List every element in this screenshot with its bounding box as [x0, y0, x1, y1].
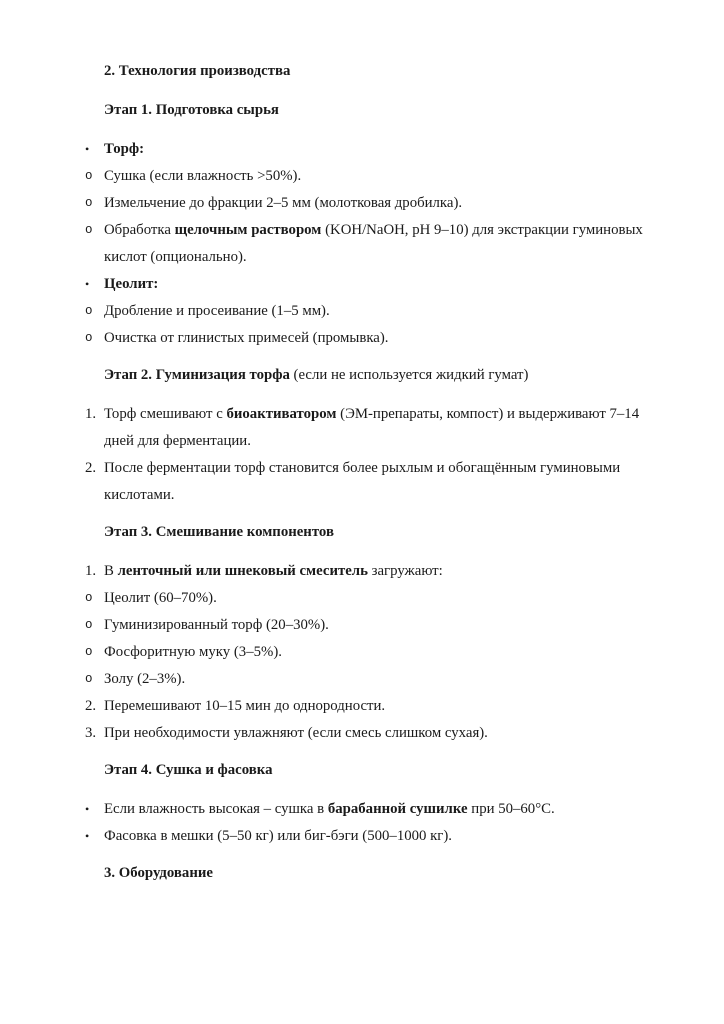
- bullet-marker: •: [85, 142, 90, 156]
- text-run: Фасовка в мешки (5–50 кг) или биг-бэги (500–1000 кг).: [104, 828, 452, 844]
- text-run: Торф:: [104, 141, 144, 157]
- text-run: биоактиватором: [226, 406, 337, 422]
- list-item-text: [104, 217, 654, 271]
- circle-marker: o: [85, 304, 93, 318]
- list-item: [85, 190, 654, 217]
- circle-marker: o: [85, 645, 93, 659]
- list-item: [85, 823, 654, 850]
- circle-marker: o: [85, 223, 93, 237]
- circle-marker: o: [85, 591, 93, 605]
- text-run: Торф смешивают с: [104, 406, 227, 422]
- text-run: Гуминизированный торф (20–30%).: [104, 617, 329, 633]
- list-item: [85, 217, 654, 271]
- text-run: ленточный или шнековый смеситель: [117, 563, 368, 579]
- list-item: [85, 693, 654, 720]
- heading: [104, 860, 654, 887]
- heading: [104, 519, 654, 546]
- bullet-marker: •: [85, 829, 90, 843]
- text-run: Обработка: [104, 222, 175, 238]
- list-item-text: [104, 693, 654, 720]
- number-marker: 1.: [85, 406, 97, 422]
- circle-marker: o: [85, 672, 93, 686]
- text-run: 2. Технология производства: [104, 63, 291, 79]
- bullet-marker: •: [85, 277, 90, 291]
- list-item-text: [104, 401, 654, 455]
- circle-marker: o: [85, 196, 93, 210]
- text-run: В: [104, 563, 118, 579]
- list-item: [85, 612, 654, 639]
- list-item-text: [104, 163, 654, 190]
- circle-marker: o: [85, 331, 93, 345]
- list-item-text: [104, 823, 654, 850]
- list-item-text: [104, 796, 654, 823]
- list-item: [85, 558, 654, 585]
- heading: [104, 97, 654, 124]
- text-run: При необходимости увлажняют (если смесь слишком сухая).: [104, 725, 488, 741]
- list-item-text: [104, 298, 654, 325]
- text-run: (если не используется жидкий гумат): [289, 367, 529, 383]
- document-content: [85, 58, 654, 887]
- list-item: [85, 796, 654, 823]
- heading: [104, 757, 654, 784]
- text-run: Очистка от глинистых примесей (промывка).: [104, 330, 389, 346]
- text-run: (ЭМ-препараты, компост) и выдерживают 7–14 дней для ферментации.: [104, 406, 640, 449]
- text-run: Цеолит (60–70%).: [104, 590, 217, 606]
- text-run: Сушка (если влажность >50%).: [104, 168, 302, 184]
- list-item-text: [104, 271, 654, 298]
- number-marker: 2.: [85, 460, 97, 476]
- number-marker: 1.: [85, 563, 97, 579]
- text-run: Фосфоритную муку (3–5%).: [104, 644, 282, 660]
- list-item-text: [104, 612, 654, 639]
- list-item: [85, 401, 654, 455]
- list-item: [85, 666, 654, 693]
- text-run: Золу (2–3%).: [104, 671, 186, 687]
- text-run: Если влажность высокая – сушка в: [104, 801, 328, 817]
- list-item: [85, 639, 654, 666]
- list-item-text: [104, 455, 654, 509]
- list-item-text: [104, 136, 654, 163]
- list: [85, 558, 654, 747]
- list-item-text: [104, 190, 654, 217]
- list-item: [85, 136, 654, 163]
- number-marker: 3.: [85, 725, 97, 741]
- list-item: [85, 325, 654, 352]
- list: [85, 136, 654, 352]
- text-run: Цеолит:: [104, 276, 159, 292]
- list-item: [85, 720, 654, 747]
- number-marker: 2.: [85, 698, 97, 714]
- text-run: Этап 2. Гуминизация торфа: [104, 367, 290, 383]
- list-item-text: [104, 325, 654, 352]
- list: [85, 401, 654, 509]
- text-run: щелочным раствором: [174, 222, 322, 238]
- list-item: [85, 585, 654, 612]
- text-run: 3. Оборудование: [104, 865, 213, 881]
- text-run: Этап 3. Смешивание компонентов: [104, 524, 334, 540]
- text-run: После ферментации торф становится более рыхлым и обогащённым гуминовыми кислотами.: [104, 460, 621, 503]
- text-run: Дробление и просеивание (1–5 мм).: [104, 303, 330, 319]
- heading: [104, 58, 654, 85]
- text-run: при 50–60°C.: [467, 801, 555, 817]
- list-item-text: [104, 720, 654, 747]
- circle-marker: o: [85, 618, 93, 632]
- text-run: барабанной сушилке: [327, 801, 468, 817]
- list-item-text: [104, 639, 654, 666]
- text-run: Этап 4. Сушка и фасовка: [104, 762, 273, 778]
- list-item-text: [104, 666, 654, 693]
- list-item: [85, 455, 654, 509]
- circle-marker: o: [85, 169, 93, 183]
- heading: [104, 362, 654, 389]
- text-run: Этап 1. Подготовка сырья: [104, 102, 279, 118]
- list-item: [85, 163, 654, 190]
- bullet-marker: •: [85, 802, 90, 816]
- list-item: [85, 298, 654, 325]
- list-item-text: [104, 558, 654, 585]
- list: [85, 796, 654, 850]
- list-item: [85, 271, 654, 298]
- text-run: Перемешивают 10–15 мин до однородности.: [104, 698, 386, 714]
- text-run: Измельчение до фракции 2–5 мм (молотковая дробилка).: [104, 195, 463, 211]
- text-run: загружают:: [367, 563, 443, 579]
- list-item-text: [104, 585, 654, 612]
- text-run: (KOH/NaOH, pH 9–10) для экстракции гуминовых кислот (опционально).: [104, 222, 643, 265]
